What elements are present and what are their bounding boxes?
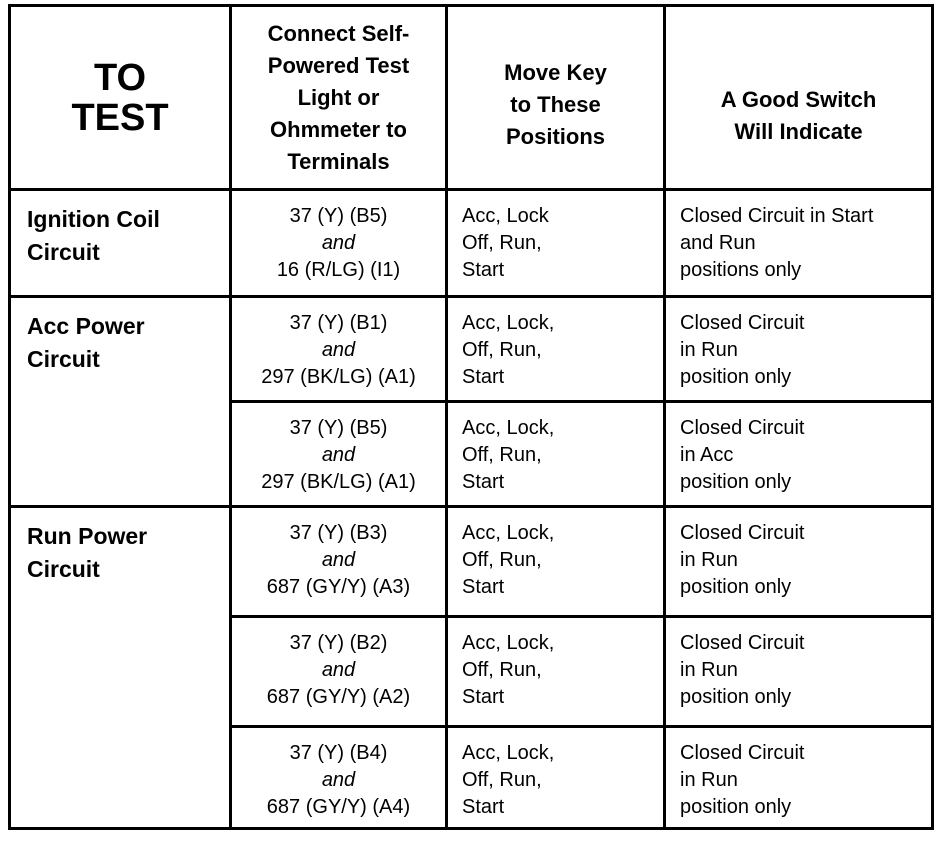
terminals-cell: 37 (Y) (B3) and 687 (GY/Y) (A3) — [266, 522, 411, 598]
indicate-cell: Closed Circuit in Run position only — [680, 742, 805, 818]
header-text: Move Key — [504, 59, 607, 85]
header-connect-terminals — [232, 7, 445, 188]
header-text: TO — [93, 56, 147, 99]
header-move-key — [448, 7, 663, 188]
positions-cell: Acc, Lock, Off, Run, Start — [462, 632, 555, 708]
header-text: to These — [510, 91, 601, 117]
header-good-switch — [666, 7, 931, 188]
header-text: Positions — [505, 123, 605, 149]
header-text: Connect Self- — [267, 20, 410, 46]
indicate-cell: Closed Circuit in Start and Run positions only — [680, 205, 874, 281]
positions-cell: Acc, Lock, Off, Run, Start — [462, 417, 555, 493]
test-ignition-coil-circuit: Ignition Coil Circuit — [27, 206, 160, 265]
header-text: Light or — [297, 84, 380, 110]
header-text: Powered Test — [267, 52, 410, 78]
header-text: Will Indicate — [734, 118, 863, 144]
switch-test-table — [8, 4, 934, 830]
positions-cell: Acc, Lock, Off, Run, Start — [462, 522, 555, 598]
test-run-power-circuit: Run Power Circuit — [27, 523, 148, 582]
header-text: Ohmmeter to — [270, 116, 407, 142]
terminals-cell: 37 (Y) (B2) and 687 (GY/Y) (A2) — [266, 632, 411, 708]
header-text: Terminals — [287, 148, 390, 174]
indicate-cell: Closed Circuit in Run position only — [680, 312, 805, 388]
positions-cell: Acc, Lock, Off, Run, Start — [462, 742, 555, 818]
header-to-test — [11, 7, 229, 188]
header-text: A Good Switch — [720, 86, 877, 112]
indicate-cell: Closed Circuit in Acc position only — [680, 417, 805, 493]
terminals-cell: 37 (Y) (B5) and 297 (BK/LG) (A1) — [261, 417, 416, 493]
test-acc-power-circuit: Acc Power Circuit — [27, 313, 145, 372]
positions-cell: Acc, Lock, Off, Run, Start — [462, 312, 555, 388]
terminals-cell: 37 (Y) (B5) and 16 (R/LG) (I1) — [276, 205, 401, 281]
positions-cell: Acc, Lock Off, Run, Start — [462, 205, 549, 281]
terminals-cell: 37 (Y) (B1) and 297 (BK/LG) (A1) — [261, 312, 416, 388]
indicate-cell: Closed Circuit in Run position only — [680, 632, 805, 708]
indicate-cell: Closed Circuit in Run position only — [680, 522, 805, 598]
terminals-cell: 37 (Y) (B4) and 687 (GY/Y) (A4) — [266, 742, 411, 818]
header-text: TEST — [71, 96, 169, 139]
